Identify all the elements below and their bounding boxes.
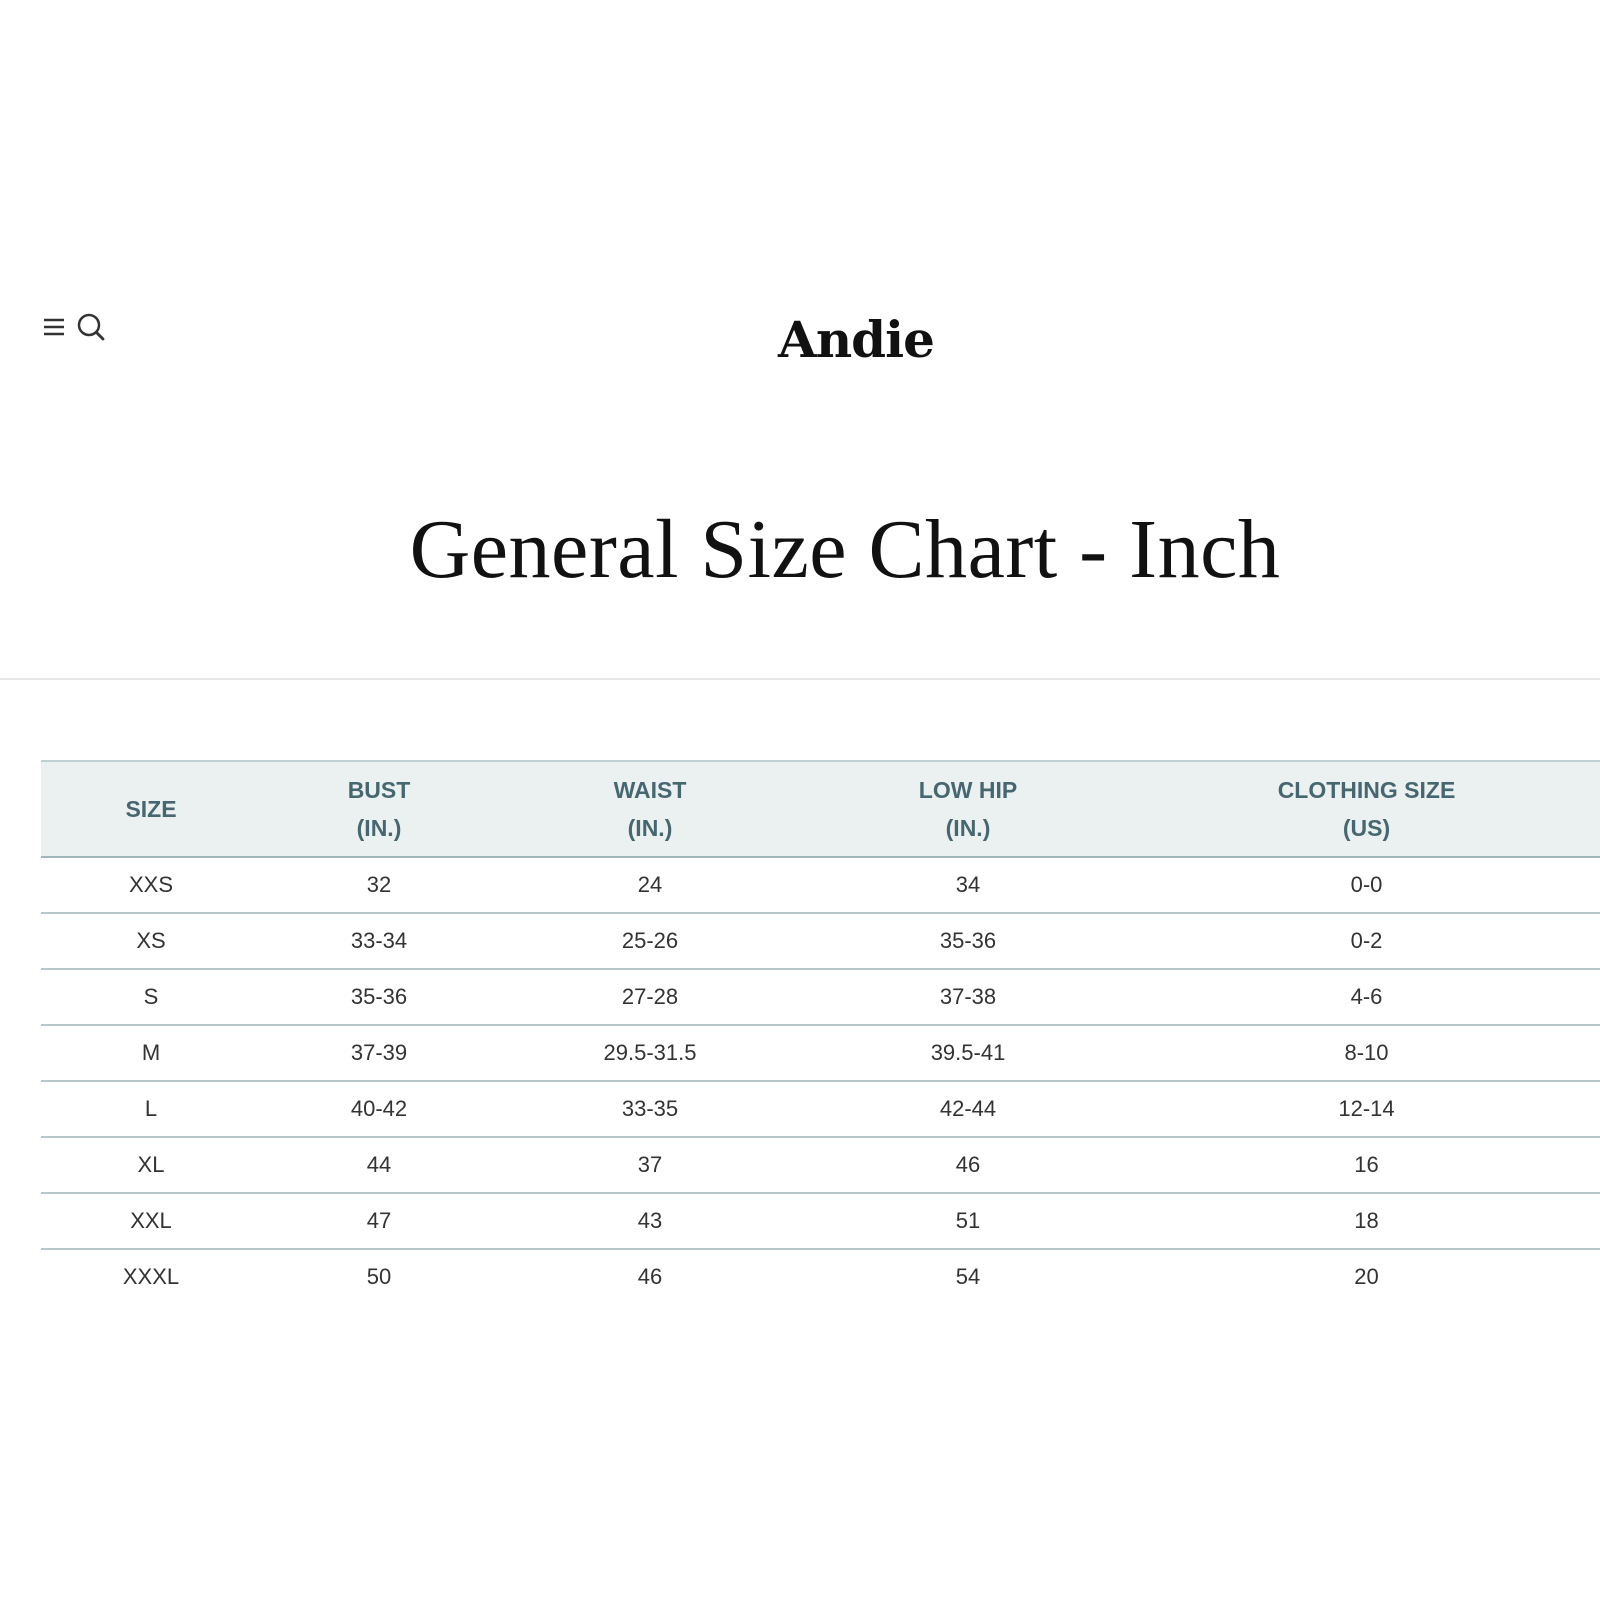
cell-clothing-size: 12-14 <box>1133 1081 1600 1137</box>
cell-bust: 47 <box>261 1193 497 1249</box>
cell-clothing-size: 0-0 <box>1133 857 1600 913</box>
cell-waist: 46 <box>637 1264 663 1289</box>
header-waist-label: WAIST <box>613 777 687 803</box>
cell-low-hip: 42-44 <box>803 1081 1133 1137</box>
cell-size: XXXL <box>122 1264 180 1289</box>
table-header-row <box>41 761 1600 857</box>
cell-low-hip: 34 <box>803 857 1133 913</box>
cell-low-hip: 35-36 <box>803 913 1133 969</box>
cell-bust: 35-36 <box>261 969 497 1025</box>
header-low-hip <box>803 761 1133 857</box>
size-chart-table <box>41 760 1600 1304</box>
cell-clothing-size: 8-10 <box>1133 1025 1600 1081</box>
header-size-label: SIZE <box>125 796 177 822</box>
cell-low-hip: 51 <box>803 1193 1133 1249</box>
cell-clothing-size: 0-2 <box>1133 913 1600 969</box>
cell-low-hip: 37-38 <box>803 969 1133 1025</box>
cell-size: XXS <box>41 857 261 913</box>
cell-bust: 32 <box>261 857 497 913</box>
header-size <box>41 761 261 857</box>
cell-clothing-size: 4-6 <box>1133 969 1600 1025</box>
header-bust-unit: (IN.) <box>356 815 402 841</box>
cell-size: L <box>41 1081 261 1137</box>
header-clothing-size <box>1133 761 1600 857</box>
brand-logo[interactable]: Andie <box>778 310 934 369</box>
cell-waist: 29.5-31.5 <box>497 1025 803 1081</box>
cell-size: XXL <box>41 1193 261 1249</box>
header-waist <box>497 761 803 857</box>
cell-size: M <box>41 1025 261 1081</box>
cell-waist: 43 <box>497 1193 803 1249</box>
cell-waist: 25-26 <box>497 913 803 969</box>
cell-clothing-size: 18 <box>1133 1193 1600 1249</box>
cell-low-hip: 46 <box>803 1137 1133 1193</box>
section-divider <box>0 678 1600 680</box>
header-low-hip-label: LOW HIP <box>918 777 1018 803</box>
cell-waist: 24 <box>497 857 803 913</box>
header-bust <box>261 761 497 857</box>
header-clothing-size-unit: (US) <box>1342 815 1391 841</box>
cell-size: XS <box>41 913 261 969</box>
cell-low-hip: 54 <box>955 1264 981 1289</box>
cell-bust: 33-34 <box>261 913 497 969</box>
table-row <box>41 857 1600 913</box>
table-row <box>41 1193 1600 1249</box>
header-waist-unit: (IN.) <box>627 815 673 841</box>
table-row <box>41 1249 1600 1304</box>
header-low-hip-unit: (IN.) <box>945 815 991 841</box>
header-bust-label: BUST <box>347 777 411 803</box>
cell-bust: 37-39 <box>261 1025 497 1081</box>
cell-size: XL <box>41 1137 261 1193</box>
cell-bust: 44 <box>261 1137 497 1193</box>
table-row <box>41 1137 1600 1193</box>
cell-low-hip: 39.5-41 <box>803 1025 1133 1081</box>
cell-bust: 40-42 <box>261 1081 497 1137</box>
cell-clothing-size: 16 <box>1133 1137 1600 1193</box>
cell-bust: 50 <box>366 1264 392 1289</box>
site-header <box>0 300 1600 380</box>
table-row <box>41 913 1600 969</box>
cell-waist: 33-35 <box>497 1081 803 1137</box>
page-title: General Size Chart - Inch <box>409 503 1281 596</box>
table-row <box>41 1025 1600 1081</box>
table-row <box>41 1081 1600 1137</box>
cell-waist: 27-28 <box>497 969 803 1025</box>
cell-waist: 37 <box>497 1137 803 1193</box>
cell-clothing-size: 20 <box>1354 1264 1379 1289</box>
cell-size: S <box>41 969 261 1025</box>
header-clothing-size-label: CLOTHING SIZE <box>1277 777 1456 803</box>
table-row <box>41 969 1600 1025</box>
